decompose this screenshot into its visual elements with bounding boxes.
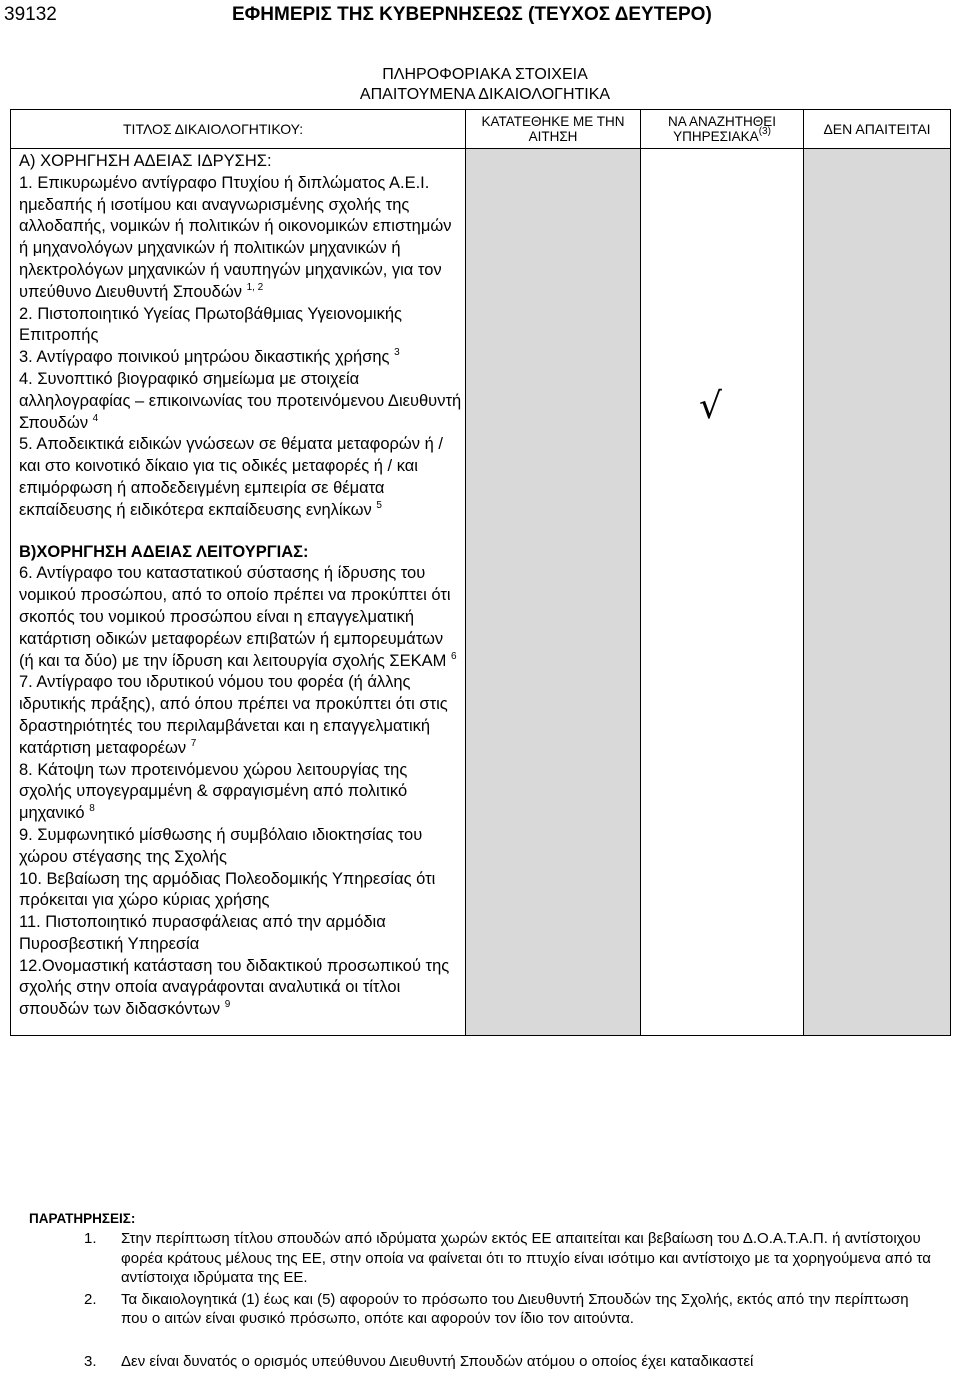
list-item [19,304,462,348]
section-a-cell [11,149,466,1036]
notes-title: ΠΑΡΑΤΗΡΗΣΕΙΣ: [29,1211,136,1226]
page-header [0,0,960,30]
section-a-row [11,149,951,1036]
section-spacer [19,522,462,542]
item-text: 9. Συμφωνητικό μίσθωσης ή συμβόλαιο ιδιοκτησίας του χώρου στέγασης της Σχολής [19,825,423,866]
column-header-submitted: ΚΑΤΑΤΕΘΗΚΕ ΜΕ ΤΗΝ ΑΙΤΗΣΗ [466,110,641,149]
footnote-ref: 9 [224,999,231,1011]
section-a-items [19,173,462,522]
footnote-ref: 7 [190,737,197,749]
footnote-ref: 1, 2 [246,281,264,293]
list-item [19,173,462,304]
footnote-ref: 8 [89,803,95,815]
service-search-footnote: (3) [758,126,771,137]
footnote-ref: 4 [92,412,99,424]
item-text: 2. Πιστοποιητικό Υγείας Πρωτοβάθμιας Υγειονομικής Επιτροπής [19,304,402,345]
service-search-label: ΝΑ ΑΝΑΖΗΤΗΘΕΙ ΥΠΗΡΕΣΙΑΚΑ [667,114,777,144]
item-text: 8. Κάτοψη των προτεινόμενου χώρου λειτουργίας της σχολής υπογεγραμμένη & σφραγισμένη από πολιτικό μηχανικό [19,760,408,823]
list-item [19,369,462,434]
item-text: 7. Αντίγραφο του ιδρυτικού νόμου του φορέα (ή άλλης ιδρυτικής πράξης), από όπου πρέπει να προκύπτει ότι στις δραστηριότητές του περιλαμβάνεται και η επαγγελματική κατάρτιση μεταφορέων [19,673,448,757]
service-search-cell [641,149,804,1036]
item-text: 10. Βεβαίωση της αρμόδιας Πολεοδομικής Υπηρεσίας ότι πρόκειται για χώρο κύριας χρήσης [19,869,436,910]
list-item [19,869,462,913]
footnote-ref: 6 [450,650,457,662]
submitted-cell [466,149,641,1036]
table-bottom-spacer [19,1021,462,1035]
list-item [19,434,462,521]
check-mark: √ [699,386,722,427]
item-text: 6. Αντίγραφο του καταστατικού σύστασης ή ίδρυσης του νομικού προσώπου, από το οποίο πρέπει να προκύπτει ότι σκοπός του νομικού προσώπου είναι η επαγγελματική κατάρτιση οδικών μεταφορέων επιβατών ή εμπορευμάτων (ή και τα δύο) με την ίδρυση και λειτουργία σχολής ΣΕΚΑΜ [19,564,451,670]
list-item [19,347,462,369]
note-number: 1. [84,1230,97,1247]
item-text: 12.Ονομαστική κατάσταση του διδακτικού προσωπικού της σχολής στην οποία αναγράφονται αναλυτικά οι τίτλοι σπουδών των διδασκόντων [19,956,450,1019]
footnote-ref: 3 [394,347,400,359]
item-text: 11. Πιστοποιητικό πυρασφάλειας από την αρμόδια Πυροσβεστική Υπηρεσία [19,913,386,953]
list-item [19,672,462,759]
page-number: 39132 [4,4,57,25]
list-item [19,825,462,869]
documents-table [10,109,951,1036]
caption-line-1: ΠΛΗΡΟΦΟΡΙΑΚΑ ΣΤΟΙΧΕΙΑ [382,66,588,83]
item-text: 4. Συνοπτικό βιογραφικό σημείωμα με στοιχεία αλληλογραφίας – επικοινωνίας του προτεινόμενου Διευθυντή Σπουδών [19,369,462,432]
section-b-title: Β)ΧΟΡΗΓΗΣΗ ΑΔΕΙΑΣ ΛΕΙΤΟΥΡΓΙΑΣ: [19,542,309,561]
note-text: Δεν είναι δυνατός ο ορισμός υπεύθυνου Διευθυντή Σπουδών ατόμου ο οποίος έχει καταδικαστεί [121,1353,754,1370]
note-text: Στην περίπτωση τίτλου σπουδών από ιδρύματα χωρών εκτός ΕΕ απαιτείται και βεβαίωση του Δ.Ο.Α.Τ.Α.Π. ή αντίστοιχου φορέα κράτους μέλους της ΕΕ, στην οποία να φαίνεται ότι το πτυχίο είναι ισότιμο και αντίστοιχο με τα χορηγούμενα από τα αντίστοιχα ιδρύματα της ΕΕ. [121,1230,931,1286]
note-text: Τα δικαιολογητικά (1) έως και (5) αφορούν το πρόσωπο του Διευθυντή Σπουδών της Σχολής, εκτός από την περίπτωση που ο αιτών είναι φυσικό πρόσωπο, οπότε και αφορούν τον ίδιο τον αιτούντα. [121,1290,909,1327]
note-number: 3. [84,1353,97,1370]
item-text: 3. Αντίγραφο ποινικού μητρώου δικαστικής χρήσης [19,348,390,367]
caption-line-2: ΑΠΑΙΤΟΥΜΕΝΑ ΔΙΚΑΙΟΛΟΓΗΤΙΚΑ [359,86,611,103]
list-item [19,760,462,825]
section-a-title: Α) ΧΟΡΗΓΗΣΗ ΑΔΕΙΑΣ ΙΔΡΥΣΗΣ: [19,152,272,170]
not-required-cell [804,149,951,1036]
column-header-title: ΤΙΤΛΟΣ ΔΙΚΑΙΟΛΟΓΗΤΙΚΟΥ: [11,110,466,149]
list-item [19,912,462,956]
column-header-not-required: ΔΕΝ ΑΠΑΙΤΕΙΤΑΙ [804,110,951,149]
note-number: 2. [84,1290,97,1308]
item-text: 5. Αποδεικτικά ειδικών γνώσεων σε θέματα μεταφορών ή / και στο κοινοτικό δίκαιο για τις οδικές μεταφορές ή / και επιμόρφωση ή αποδεδειγμένη εμπειρία σε θέματα εκπαίδευσης ή ειδικότερα εκπαίδευσης ενηλίκων [19,435,443,519]
section-b-items [19,563,462,1021]
table-header-row [11,110,951,149]
column-header-service-search [641,110,804,149]
footnote-ref: 5 [376,499,382,511]
list-item [19,563,462,672]
list-item [19,956,462,1021]
item-text: 1. Επικυρωμένο αντίγραφο Πτυχίου ή διπλώματος Α.Ε.Ι. ημεδαπής ή ισοτίμου και αναγνωρισμένης σχολής της αλλοδαπής, νομικών ή πολιτικών ή οικονομικών επιστημών ή μηχανολόγων μηχανικών ή πολιτικών μηχανικών ή ηλεκτρολόγων μηχανικών ή ναυπηγών μηχανικών, για τον υπεύθυνο Διευθυντή Σπουδών [19,173,452,301]
gazette-title: ΕΦΗΜΕΡΙΣ ΤΗΣ ΚΥΒΕΡΝΗΣΕΩΣ (ΤΕΥΧΟΣ ΔΕΥΤΕΡΟ) [232,4,712,25]
